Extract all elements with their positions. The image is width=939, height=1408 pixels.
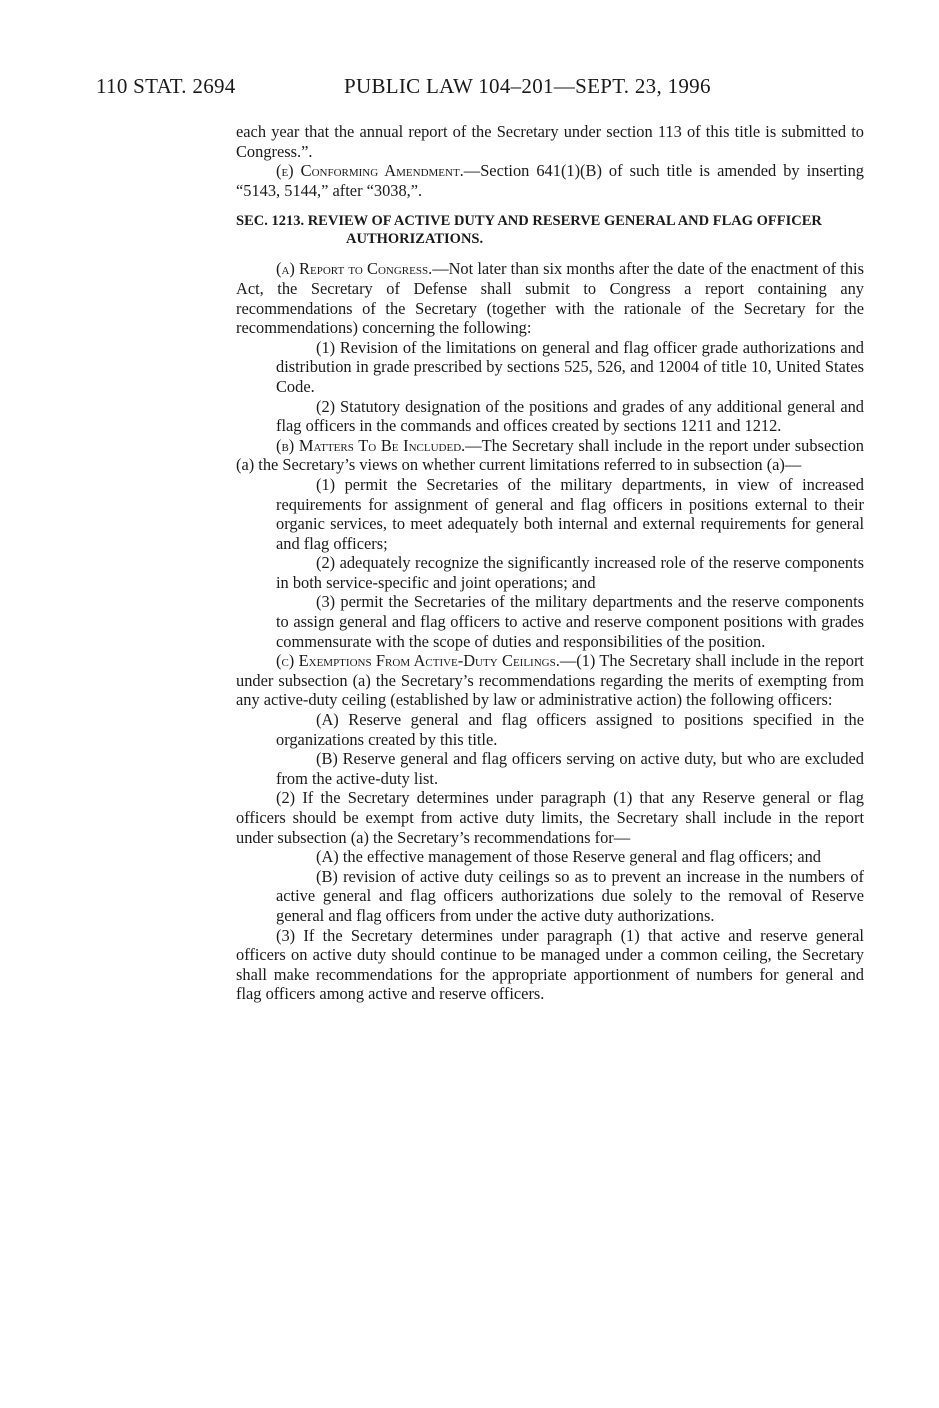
paragraph-text: —Section 641(1)(B) of such title is amended by inserting “5143, 5144,” after “3038,”. (236, 161, 864, 200)
paragraph-c-2: (2) If the Secretary determines under paragraph (1) that any Reserve general or flag officers should be exempt from active duty limits, the Secretary shall include in the report under subsection (a) the Secretary’s recommendations for— (236, 788, 864, 847)
clause-b-2: (2) adequately recognize the significantly increased role of the reserve components in both service-specific and joint operations; and (276, 553, 864, 592)
statute-page-number: 110 STAT. 2694 (96, 74, 236, 98)
paragraph-text: —(1) The Secretary shall include in the report under subsection (a) the Secretary’s recommendations regarding the merits of exempting from any active-duty ceiling (established by law or administrative action) the following officers: (236, 651, 864, 710)
continued-paragraph: each year that the annual report of the Secretary under section 113 of this title is submitted to Congress.”. (236, 122, 864, 161)
paragraph-heading: (c) Exemptions From Active-Duty Ceilings. (276, 651, 560, 671)
paragraph-c (236, 651, 864, 710)
section-heading: SEC. 1213. REVIEW OF ACTIVE DUTY AND RESERVE GENERAL AND FLAG OFFICER AUTHORIZATIONS. (236, 213, 822, 248)
paragraph-heading: (e) Conforming Amendment. (276, 161, 464, 181)
clause-a-1: (1) Revision of the limitations on general and flag officer grade authorizations and distribution in grade prescribed by sections 525, 526, and 12004 of title 10, United States Code. (276, 337, 864, 396)
clause-b-3: (3) permit the Secretaries of the military departments and the reserve components to assign general and flag officers to active and reserve component positions with grades commensurate with the scope of duties and responsibilities of the position. (276, 592, 864, 651)
public-law-title: PUBLIC LAW 104–201—SEPT. 23, 1996 (344, 74, 711, 98)
clause-c-2-A: (A) the effective management of those Reserve general and flag officers; and (316, 847, 822, 867)
clause-c-1-A: (A) Reserve general and flag officers assigned to positions specified in the organizations created by this title. (276, 710, 864, 749)
clause-c-1-B: (B) Reserve general and flag officers serving on active duty, but who are excluded from the active-duty list. (276, 749, 864, 788)
paragraph-text: —The Secretary shall include in the report under subsection (a) the Secretary’s views on whether current limitations referred to in subsection (a)— (236, 435, 864, 475)
paragraph-b (236, 436, 864, 475)
document-body (236, 122, 864, 1004)
paragraph-a (236, 259, 864, 337)
page-header (96, 74, 796, 104)
paragraph-text: —Not later than six months after the date of the enactment of this Act, the Secretary of Defense shall submit to Congress a report containing any recommendations of the Secretary (together with the rationale of the Secretary for the recommendations) concerning the following: (236, 259, 864, 338)
paragraph-c-3: (3) If the Secretary determines under paragraph (1) that active and reserve general officers on active duty should continue to be managed under a common ceiling, the Secretary shall make recommendations for the appropriate apportionment of numbers for general and flag officers among active and reserve officers. (236, 925, 864, 1004)
paragraph-heading: (b) Matters To Be Included. (276, 435, 466, 455)
clause-b-1: (1) permit the Secretaries of the military departments, in view of increased requirements for assignment of general and flag officers in positions external to their organic services, to meet adequately both internal and external requirements for general and flag officers; (276, 474, 864, 553)
paragraph-e (236, 161, 864, 200)
clause-a-2: (2) Statutory designation of the positions and grades of any additional general and flag officers in the commands and offices created by sections 1211 and 1212. (276, 396, 864, 436)
clause-c-2-B: (B) revision of active duty ceilings so as to prevent an increase in the numbers of active general and flag officers authorizations due solely to the removal of Reserve general and flag officers from under the active duty authorizations. (276, 866, 864, 925)
paragraph-heading: (a) Report to Congress. (276, 259, 433, 279)
